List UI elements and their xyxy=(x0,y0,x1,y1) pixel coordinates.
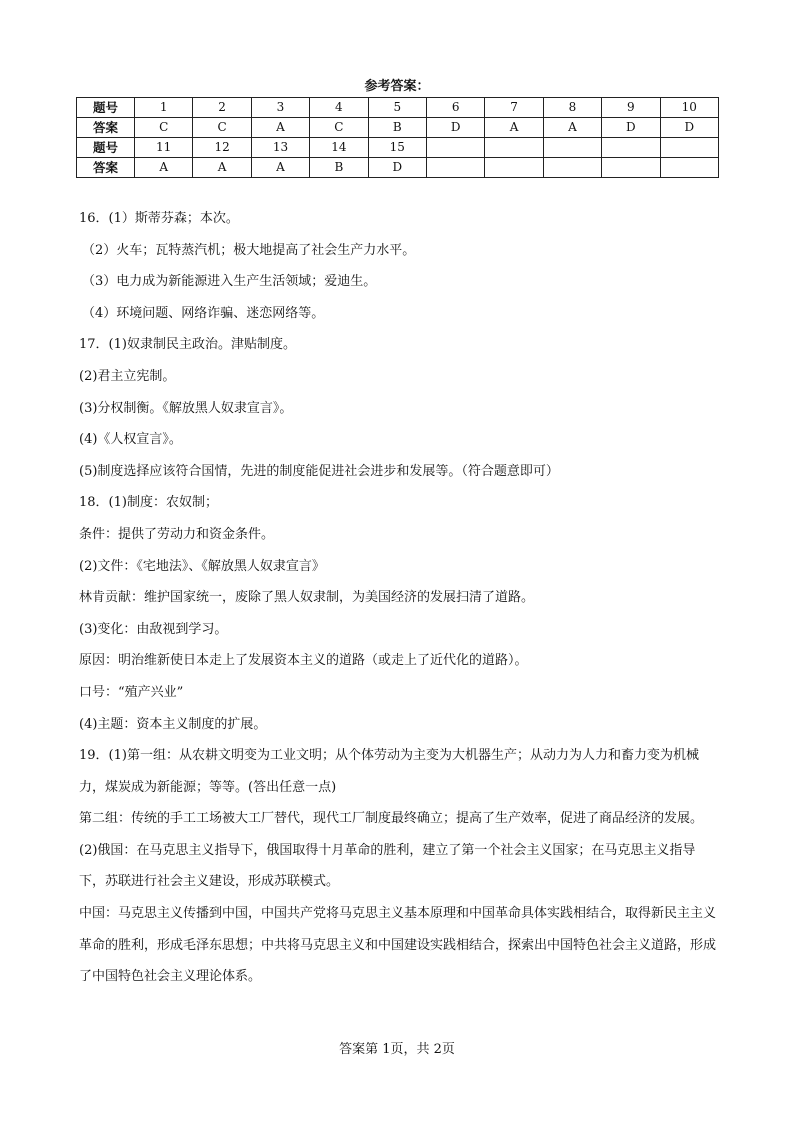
answer-line-19-heading: 19．(1)第一组：从农耕文明变为工业文明；从个体劳动为主变为大机器生产；从动力为人力和畜力变为机械力，煤炭成为新能源；等等。(答出任意一点) xyxy=(79,748,699,795)
answer-cell: A xyxy=(485,118,543,138)
row-header-number: 题号 xyxy=(77,98,135,118)
question-number-cell: 12 xyxy=(193,138,251,158)
answer-line-17-5: (5)制度选择应该符合国情，先进的制度能促进社会进步和发展等。（符合题意即可） xyxy=(79,463,559,479)
answer-line-16-4: （4）环境问题、网络诈骗、迷恋网络等。 xyxy=(82,305,325,321)
answer-cell: B xyxy=(368,118,426,138)
question-number-cell: 3 xyxy=(251,98,309,118)
row-header-number: 题号 xyxy=(77,138,135,158)
answer-cell: B xyxy=(310,158,368,178)
question-number-cell: 14 xyxy=(310,138,368,158)
answer-cell xyxy=(602,158,660,178)
answer-line-19-group2: 第二组：传统的手工工场被大工厂替代，现代工厂制度最终确立；提高了生产效率，促进了商品经济的发展。 xyxy=(79,811,704,827)
answer-line-18-heading: 18．(1)制度：农奴制； xyxy=(79,495,218,511)
answer-cell: A xyxy=(251,118,309,138)
answer-line-17-2: (2)君主立宪制。 xyxy=(79,368,176,384)
answer-table xyxy=(76,97,719,178)
answer-cell: C xyxy=(310,118,368,138)
answer-line-16-2: （2）火车；瓦特蒸汽机；极大地提高了社会生产力水平。 xyxy=(82,242,416,258)
question-number-cell: 1 xyxy=(135,98,193,118)
answer-line-16-heading: 16．(1）斯蒂芬森；本次。 xyxy=(79,211,239,226)
answer-cell: C xyxy=(135,118,193,138)
row-header-answer: 答案 xyxy=(77,158,135,178)
question-number-cell: 4 xyxy=(310,98,368,118)
answer-line-18-reason: 原因：明治维新使日本走上了发展资本主义的道路（或走上了近代化的道路）。 xyxy=(79,653,528,669)
question-number-cell xyxy=(426,138,484,158)
answer-line-17-4: (4)《人权宣言》。 xyxy=(79,432,182,448)
answer-line-18-slogan: 口号：“殖产兴业” xyxy=(79,684,184,700)
answer-line-19-2-russia: (2)俄国：在马克思主义指导下，俄国取得十月革命的胜利，建立了第一个社会主义国家；在马克思主义指导下，苏联进行社会主义建设，形成苏联模式。 xyxy=(79,842,696,890)
question-number-cell xyxy=(660,138,718,158)
row-header-answer: 答案 xyxy=(77,118,135,138)
question-number-cell: 9 xyxy=(602,98,660,118)
answer-key-title: 参考答案： xyxy=(364,79,430,94)
table-row-numbers-1 xyxy=(77,98,719,118)
answer-cell: A xyxy=(135,158,193,178)
answer-cell: D xyxy=(660,118,718,138)
table-row-numbers-2 xyxy=(77,138,719,158)
answer-cell: C xyxy=(193,118,251,138)
question-number-cell: 10 xyxy=(660,98,718,118)
answer-line-18-condition: 条件：提供了劳动力和资金条件。 xyxy=(79,526,275,542)
answer-cell: A xyxy=(543,118,601,138)
answer-cell xyxy=(543,158,601,178)
answer-line-18-4: (4)主题：资本主义制度的扩展。 xyxy=(79,716,267,732)
question-number-cell: 5 xyxy=(368,98,426,118)
answer-cell: D xyxy=(368,158,426,178)
question-number-cell: 7 xyxy=(485,98,543,118)
answer-line-18-3: (3)变化：由敌视到学习。 xyxy=(79,621,228,637)
answer-line-18-2: (2)文件：《宅地法》、《解放黑人奴隶宣言》 xyxy=(79,558,325,574)
answer-line-18-lincoln: 林肯贡献：维护国家统一，废除了黑人奴隶制，为美国经济的发展扫清了道路。 xyxy=(79,590,535,606)
table-row-answers-2 xyxy=(77,158,719,178)
page-footer: 答案第 1页，共 2页 xyxy=(339,1042,455,1057)
question-number-cell: 8 xyxy=(543,98,601,118)
question-number-cell: 2 xyxy=(193,98,251,118)
question-number-cell: 13 xyxy=(251,138,309,158)
answer-cell: A xyxy=(251,158,309,178)
answer-cell: A xyxy=(193,158,251,178)
answer-explanations xyxy=(79,203,717,993)
answer-line-16-3: （3）电力成为新能源进入生产生活领域；爱迪生。 xyxy=(82,274,377,290)
question-number-cell: 6 xyxy=(426,98,484,118)
table-row-answers-1 xyxy=(77,118,719,138)
answer-cell xyxy=(660,158,718,178)
answer-line-17-heading: 17．(1)奴隶制民主政治。津贴制度。 xyxy=(79,337,296,353)
question-number-cell xyxy=(543,138,601,158)
answer-cell: D xyxy=(602,118,660,138)
answer-line-17-3: (3)分权制衡。《解放黑人奴隶宣言》。 xyxy=(79,400,293,416)
answer-cell: D xyxy=(426,118,484,138)
answer-line-19-china: 中国：马克思主义传播到中国，中国共产党将马克思主义基本原理和中国革命具体实践相结合，取得新民主主义革命的胜利，形成毛泽东思想；中共将马克思主义和中国建设实践相结合，探索出中国特色社会主义道路，形成了中国特色社会主义理论体系。 xyxy=(79,906,717,985)
answer-cell xyxy=(485,158,543,178)
question-number-cell xyxy=(602,138,660,158)
question-number-cell: 11 xyxy=(135,138,193,158)
answer-cell xyxy=(426,158,484,178)
question-number-cell: 15 xyxy=(368,138,426,158)
question-number-cell xyxy=(485,138,543,158)
